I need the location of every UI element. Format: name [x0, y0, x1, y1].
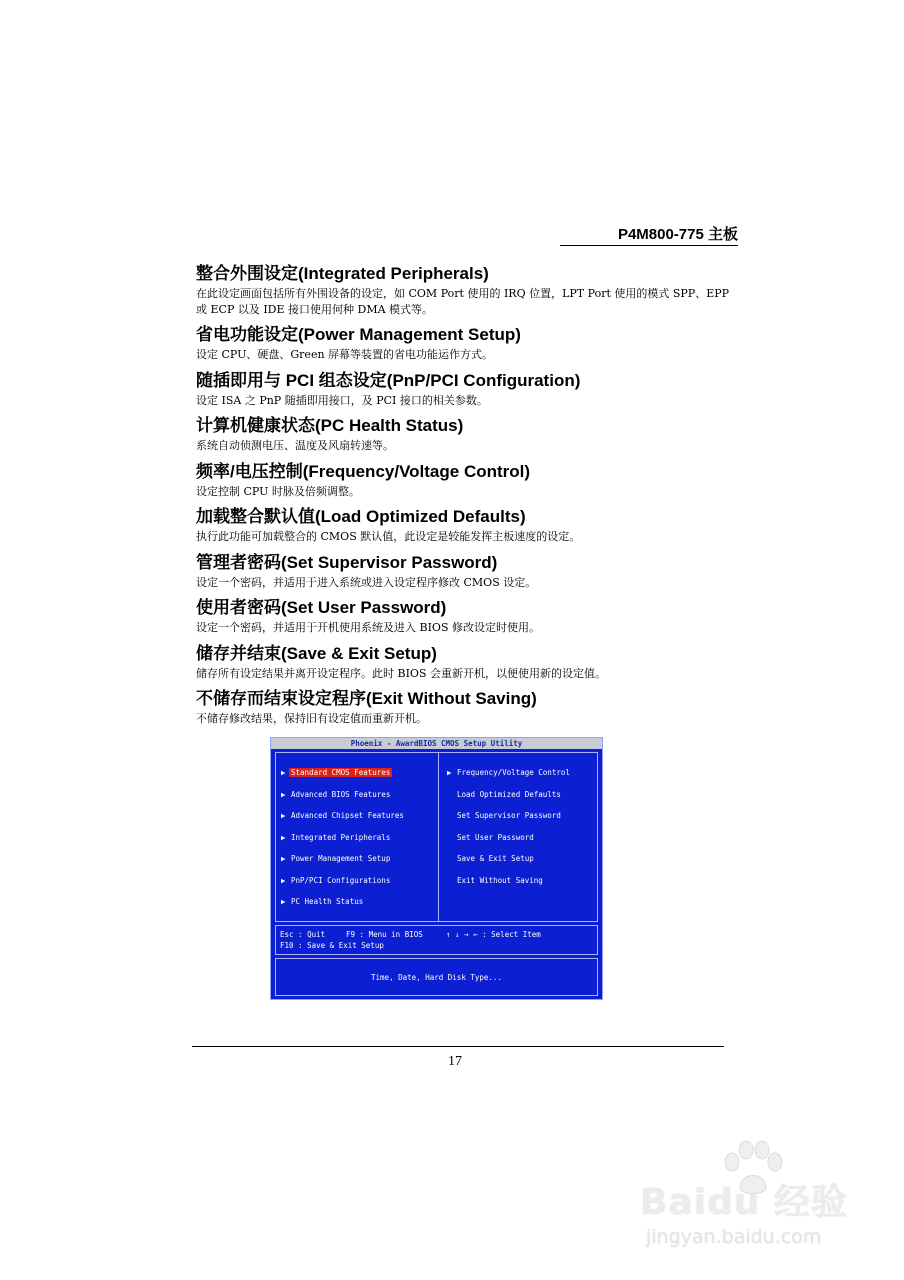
bios-item-label: Load Optimized Defaults — [457, 789, 561, 799]
bios-title-bar: Phoenix - AwardBIOS CMOS Setup Utility — [271, 738, 602, 749]
section-title-integrated-peripherals: 整合外围设定(Integrated Peripherals) — [196, 264, 489, 283]
section-desc-frequency-voltage: 设定控制 CPU 时脉及倍频调整。 — [196, 484, 360, 498]
triangle-right-icon: ▶ — [447, 768, 452, 777]
section-title-user-password: 使用者密码(Set User Password) — [196, 598, 447, 617]
bios-item-supervisor-password[interactable] — [447, 811, 572, 833]
watermark-logo-text: Baidu 经验 — [640, 1182, 849, 1223]
bios-item-pnp-pci[interactable] — [281, 876, 406, 898]
triangle-right-icon: ▶ — [281, 875, 286, 885]
section-desc-pnp-pci: 设定 ISA 之 PnP 随插即用接口，及 PCI 接口的相关参数。 — [196, 393, 488, 407]
triangle-right-icon: ▶ — [281, 789, 286, 799]
bios-item-label: PC Health Status — [291, 897, 364, 906]
section-title-power-management: 省电功能设定(Power Management Setup) — [196, 325, 521, 344]
bios-item-label: Save & Exit Setup — [457, 854, 534, 863]
bios-item-save-exit[interactable] — [447, 854, 572, 876]
bios-item-power-management[interactable] — [281, 854, 406, 876]
bios-item-load-optimized[interactable] — [447, 790, 572, 812]
bios-item-label: Advanced Chipset Features — [291, 811, 404, 820]
bios-item-pc-health[interactable] — [281, 897, 406, 919]
section-desc-integrated-peripherals: 在此设定画面包括所有外围设备的设定，如 COM Port 使用的 IRQ 位置，LPT Port 使用的模式 SPP、EPP 或 ECP 以及 IDE 接口使用何种 DMA 模式等。 — [196, 287, 730, 316]
bios-menu-left — [281, 768, 406, 919]
bios-item-advanced-bios[interactable] — [281, 790, 406, 812]
bios-item-standard-cmos[interactable] — [281, 768, 406, 790]
section-desc-supervisor-password: 设定一个密码，并适用于进入系统或进入设定程序修改 CMOS 设定。 — [196, 575, 537, 589]
section-title-load-optimized: 加载整合默认值(Load Optimized Defaults) — [196, 507, 526, 526]
section-title-supervisor-password: 管理者密码(Set Supervisor Password) — [196, 552, 498, 572]
watermark-url: jingyan.baidu.com — [646, 1226, 822, 1248]
bios-item-label: Set Supervisor Password — [457, 811, 561, 820]
bios-item-advanced-chipset[interactable] — [281, 811, 406, 833]
bios-item-label: Exit Without Saving — [457, 875, 543, 885]
page-number: 17 — [448, 1054, 462, 1069]
section-desc-power-management: 设定 CPU、硬盘、Green 屏幕等装置的省电功能运作方式。 — [196, 348, 494, 361]
baidu-watermark — [640, 1140, 860, 1280]
triangle-right-icon: ▶ — [281, 811, 286, 820]
section-title-frequency-voltage: 频率/电压控制(Frequency/Voltage Control) — [196, 461, 531, 481]
bios-item-label: PnP/PCI Configurations — [291, 875, 391, 885]
bios-item-label: Standard CMOS Features — [291, 768, 391, 777]
section-desc-user-password: 设定一个密码，并适用于开机使用系统及进入 BIOS 修改设定时使用。 — [196, 621, 540, 634]
bios-item-label: Advanced BIOS Features — [291, 789, 391, 799]
bios-status-text: Time, Date, Hard Disk Type... — [371, 973, 502, 982]
section-desc-exit-without-saving: 不储存修改结果，保持旧有设定值而重新开机。 — [196, 712, 427, 725]
section-desc-pc-health: 系统自动侦测电压、温度及风扇转速等。 — [196, 439, 394, 452]
bios-help-f10: F10 : Save & Exit Setup — [280, 941, 384, 950]
page-header-model: P4M800-775 主板 — [560, 226, 738, 246]
bios-menu-divider — [438, 752, 439, 922]
triangle-right-icon: ▶ — [281, 832, 286, 842]
bios-item-label: Power Management Setup — [291, 854, 391, 863]
section-title-pnp-pci: 随插即用与 PCI 组态设定(PnP/PCI Configuration) — [196, 370, 581, 390]
bios-item-exit-without-saving[interactable] — [447, 876, 572, 898]
section-title-pc-health: 计算机健康状态(PC Health Status) — [196, 416, 464, 435]
bios-item-integrated-peripherals[interactable] — [281, 833, 406, 855]
footer-divider — [192, 1046, 724, 1047]
bios-menu-right — [447, 768, 572, 897]
bios-item-label: Frequency/Voltage Control — [457, 768, 570, 777]
section-desc-save-exit: 储存所有设定结果并离开设定程序。此时 BIOS 会重新开机，以便使用新的设定值。 — [196, 666, 606, 680]
bios-status-frame — [275, 958, 598, 996]
bios-item-user-password[interactable] — [447, 833, 572, 855]
section-desc-load-optimized: 执行此功能可加载整合的 CMOS 默认值，此设定是较能发挥主板速度的设定。 — [196, 530, 581, 543]
bios-item-label: Integrated Peripherals — [291, 832, 391, 842]
bios-item-label: Set User Password — [457, 832, 534, 842]
section-title-save-exit: 储存并结束(Save & Exit Setup) — [196, 643, 437, 663]
triangle-right-icon: ▶ — [281, 854, 286, 863]
bios-help-f9: F9 : Menu in BIOS — [346, 930, 423, 939]
bios-item-frequency-voltage[interactable] — [447, 768, 572, 790]
content — [196, 262, 741, 733]
section-title-exit-without-saving: 不储存而结束设定程序(Exit Without Saving) — [196, 689, 537, 708]
bios-help-frame — [275, 925, 598, 955]
triangle-right-icon: ▶ — [281, 897, 286, 906]
bios-help-esc: Esc : Quit — [280, 930, 326, 939]
bios-help-arrows: ↑ ↓ → ← : Select Item — [446, 930, 541, 939]
bios-screenshot — [270, 737, 603, 1000]
triangle-right-icon: ▶ — [281, 768, 286, 777]
